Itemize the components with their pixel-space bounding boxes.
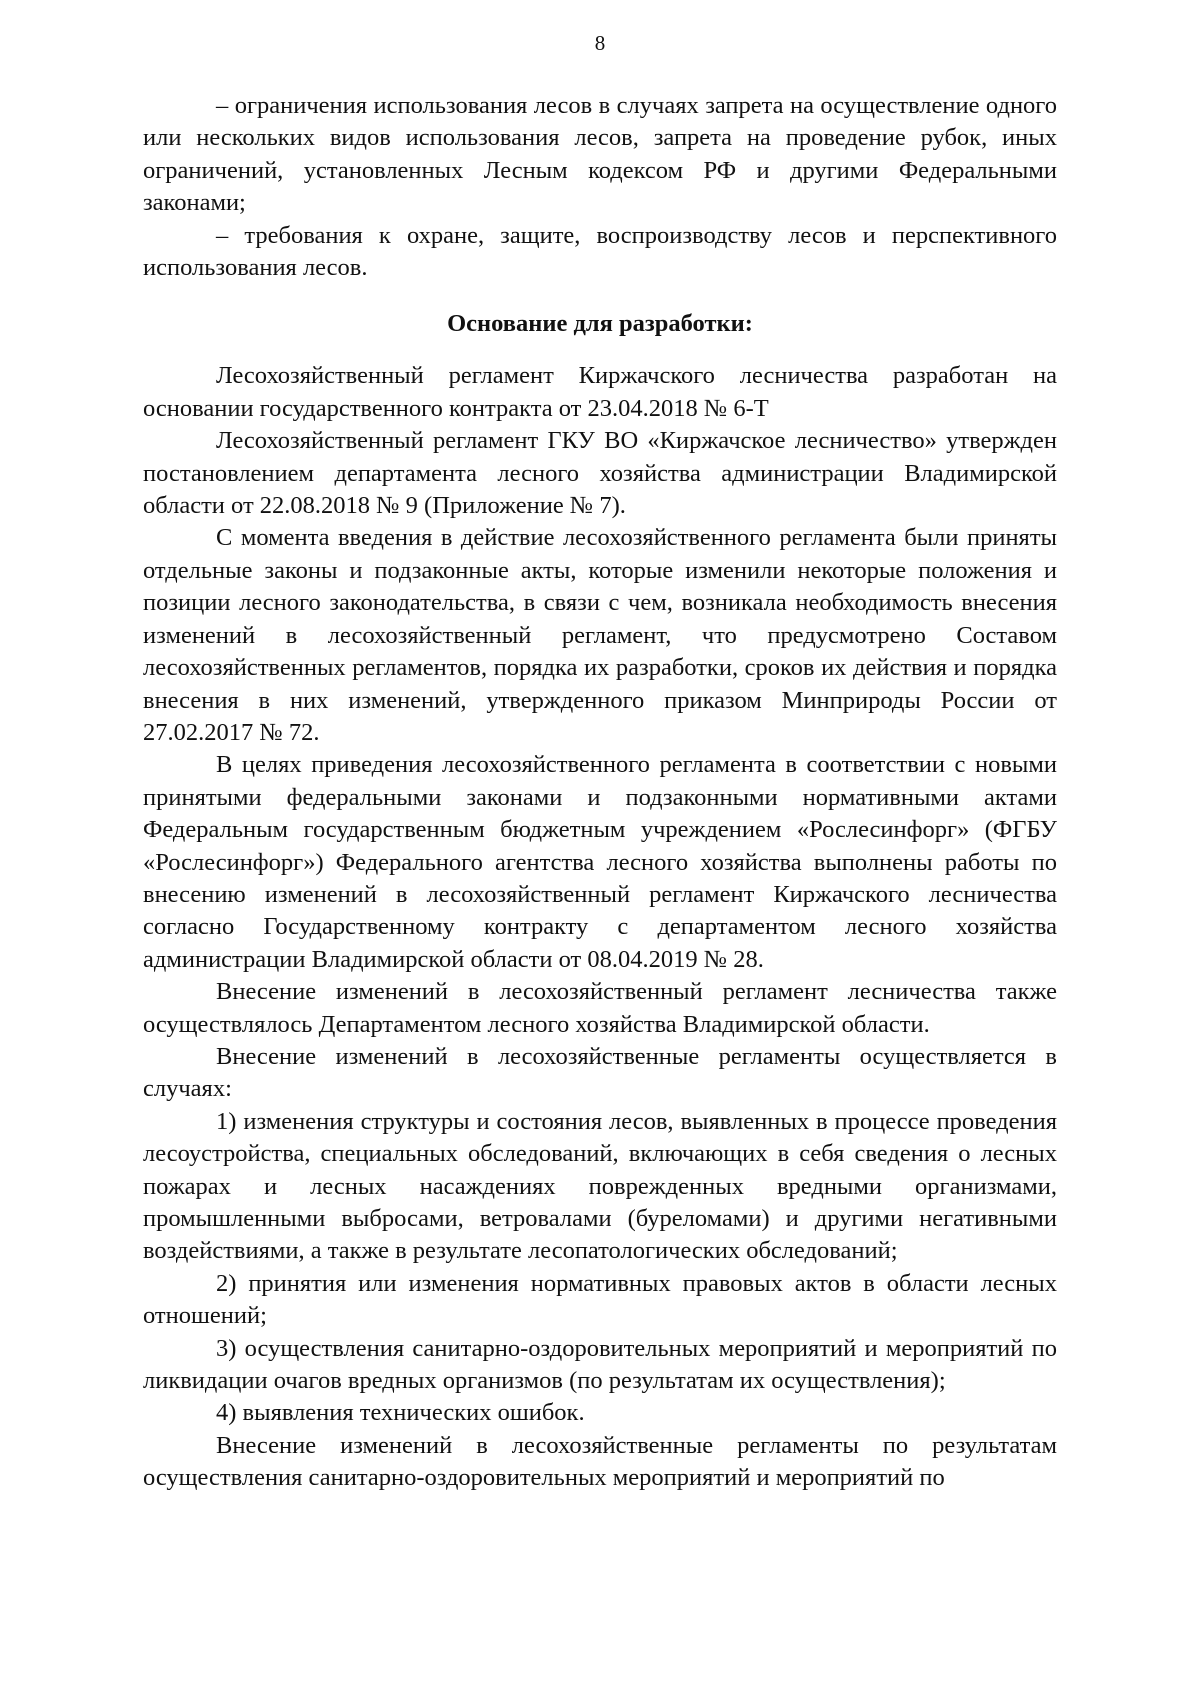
intro-item-forest-use-restrictions: – ограничения использования лесов в случаях запрета на осуществление одного или нескольких видов использования лесов, запрета на проведение рубок, иных ограничений, установленных Лесным кодексом РФ и другими Федеральными законами; <box>143 92 1057 217</box>
paragraph-continuation: Внесение изменений в лесохозяйственные регламенты по результатам осуществления санитарно-оздоровительных мероприятий и мероприятий по <box>143 1431 1057 1492</box>
paragraph-basis-contract: Лесохозяйственный регламент Киржачского лесничества разработан на основании государственного контракта от 23.04.2018 № 6-Т <box>143 362 1057 422</box>
page-body <box>143 90 1057 1495</box>
list-item-sanitary-measures: 3) осуществления санитарно-оздоровительных мероприятий и мероприятий по ликвидации очагов вредных организмов (по результатам их осуществления); <box>143 1334 1057 1395</box>
paragraph-work-performed: В целях приведения лесохозяйственного регламента в соответствии с новыми принятыми федеральными законами и подзаконными нормативными актами Федеральным государственным бюджетным учреждением «Рослесинфорг» (ФГБУ «Рослесинфорг») Федерального агентства лесного хозяйства выполнены работы по внесению изменений в лесохозяйственный регламент Киржачского лесничества согласно Государственному контракту с департаментом лесного хозяйства администрации Владимирской области от 08.04.2019 № 28. <box>143 751 1057 973</box>
paragraph-legislation-changes: С момента введения в действие лесохозяйственного регламента были приняты отдельные законы и подзаконные акты, которые изменили некоторые положения и позиции лесного законодательства, в связи с чем, возникала необходимость внесения изменений в лесохозяйственный регламент, что предусмотрено Составом лесохозяйственных регламентов, порядка их разработки, сроков их действия и порядка внесения в них изменений, утвержденного приказом Минприроды России от 27.02.2017 № 72. <box>143 524 1057 746</box>
page-number: 8 <box>594 31 606 55</box>
list-item-structure-changes: 1) изменения структуры и состояния лесов, выявленных в процессе проведения лесоустройства, специальных обследований, включающих в себя сведения о лесных пожарах и лесных насаждениях поврежденных вредными организмами, промышленными выбросами, ветровалами (буреломами) и другими негативными воздействиями, а также в результате лесопатологических обследований; <box>143 1107 1057 1265</box>
paragraph-change-cases: Внесение изменений в лесохозяйственные регламенты осуществляется в случаях: <box>143 1042 1057 1103</box>
list-item-technical-errors: 4) выявления технических ошибок. <box>216 1399 585 1427</box>
paragraph-department-changes: Внесение изменений в лесохозяйственный регламент лесничества также осуществлялось Департаментом лесного хозяйства Владимирской области. <box>143 978 1057 1038</box>
paragraph-approval: Лесохозяйственный регламент ГКУ ВО «Киржачское лесничество» утвержден постановлением департамента лесного хозяйства администрации Владимирской области от 22.08.2018 № 9 (Приложение № 7). <box>143 427 1057 520</box>
section-heading: Основание для разработки: <box>447 310 753 338</box>
list-item-legal-acts: 2) принятия или изменения нормативных правовых актов в области лесных отношений; <box>143 1269 1057 1330</box>
intro-item-protection-requirements: – требования к охране, защите, воспроизводству лесов и перспективного использования лесов. <box>143 221 1057 282</box>
